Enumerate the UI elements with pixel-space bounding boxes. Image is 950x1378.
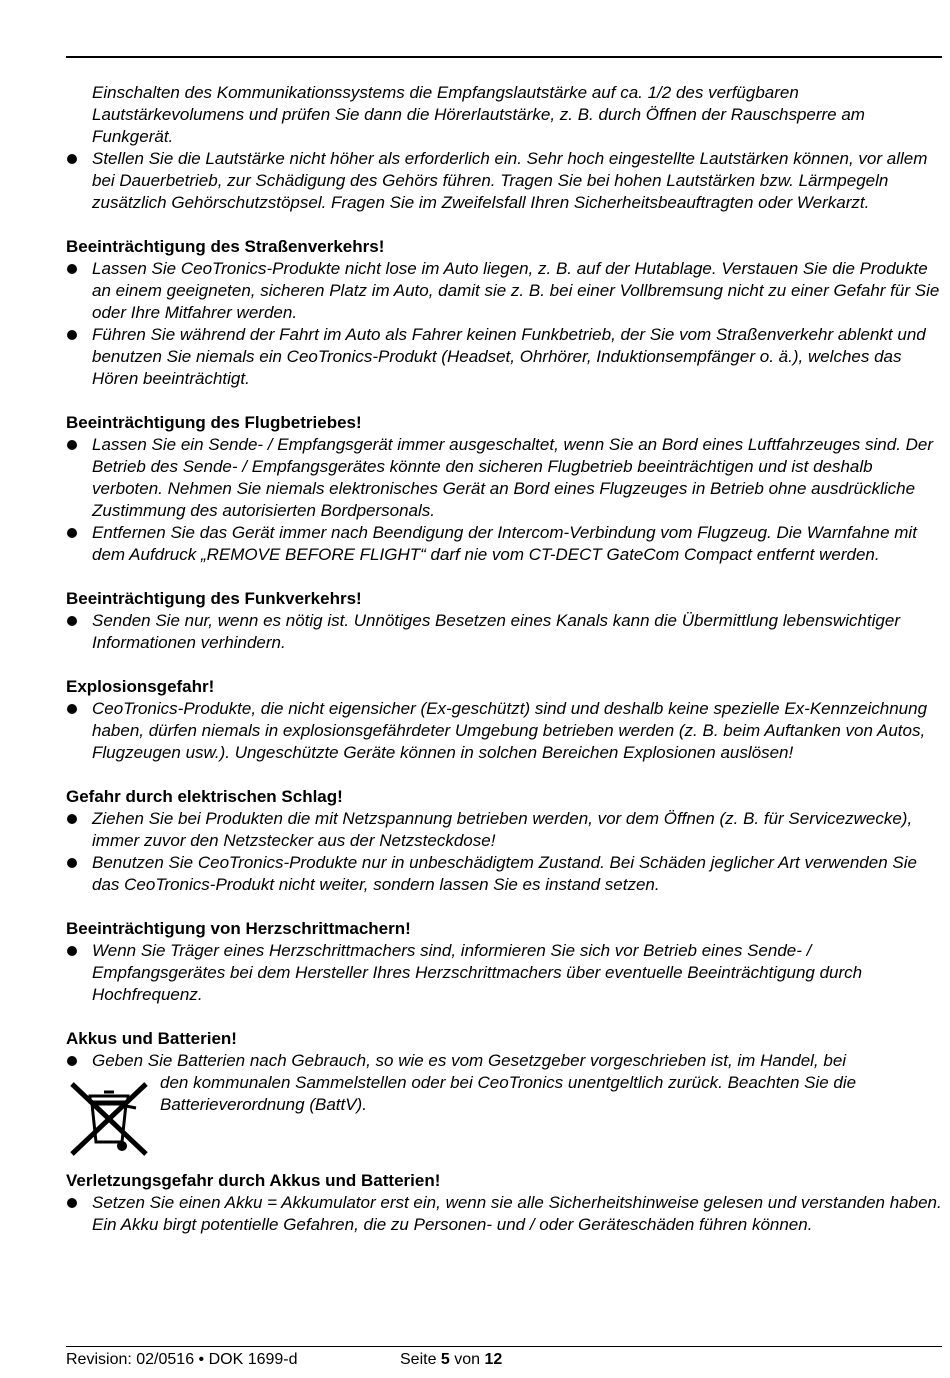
section-heading: Beeinträchtigung des Straßenverkehrs! bbox=[66, 237, 385, 256]
footer-page-number bbox=[400, 1350, 502, 1370]
list-item: Geben Sie Batterien nach Gebrauch, so wie es vom Gesetzgeber vorgeschrieben ist, im Handel, bei bbox=[66, 1050, 946, 1072]
section-heading: Akkus und Batterien! bbox=[66, 1029, 237, 1048]
section-heading: Beeinträchtigung des Funkverkehrs! bbox=[66, 589, 362, 608]
header-rule bbox=[66, 56, 942, 58]
list-item: CeoTronics-Produkte, die nicht eigensicher (Ex-geschützt) sind und deshalb keine spezielle Ex-Kennzeichnung haben, dürfen niemals in explosionsgefährdeter Umgebung betrieben werden (z. B. beim Auftanken von Autos, Flugzeugen usw.). Ungeschützte Geräte können in solchen Bereichen Explosionen auslösen! bbox=[66, 698, 946, 764]
list-item: Stellen Sie die Lautstärke nicht höher als erforderlich ein. Sehr hoch eingestellte Lautstärken können, vor allem bei Dauerbetrieb, zur Schädigung des Gehörs führen. Tragen Sie bei hohen Lautstärken bzw. Lärmpegeln zusätzlich Gehörschutzstöpsel. Fragen Sie im Zweifelsfall Ihren Sicherheitsbeauftragten oder Werkarzt. bbox=[66, 148, 946, 214]
section-explosion bbox=[66, 676, 946, 764]
section-funkverkehr bbox=[66, 588, 946, 654]
list-item: Entfernen Sie das Gerät immer nach Beendigung der Intercom-Verbindung vom Flugzeug. Die Warnfahne mit dem Aufdruck „REMOVE BEFORE FLIGHT“ darf nie vom CT-DECT GateCom Compact entfernt werden. bbox=[66, 522, 946, 566]
section-elektrisch bbox=[66, 786, 946, 896]
section-heading: Beeinträchtigung von Herzschrittmachern! bbox=[66, 919, 411, 938]
section-akkus bbox=[66, 1028, 946, 1160]
list-item: Wenn Sie Träger eines Herzschrittmachers sind, informieren Sie sich vor Betrieb eines Sende- / Empfangsgerätes bei dem Hersteller Ihres Herzschrittmachers über eventuelle Beeinträchtigung durch Hochfrequenz. bbox=[66, 940, 946, 1006]
list-item: Lassen Sie ein Sende- / Empfangsgerät immer ausgeschaltet, wenn Sie an Bord eines Luftfahrzeuges sind. Der Betrieb des Sende- / Empfangsgerätes könnte den sicheren Flugbetrieb beeinträchtigen und ist deshalb verboten. Nehmen Sie niemals elektronisches Gerät an Bord eines Flugzeuges in Betrieb ohne ausdrückliche Zustimmung des autorisierten Bordpersonals. bbox=[66, 434, 946, 522]
list-item: Senden Sie nur, wenn es nötig ist. Unnötiges Besetzen eines Kanals kann die Übermittlung lebenswichtiger Informationen verhindern. bbox=[66, 610, 946, 654]
section-heading: Beeinträchtigung des Flugbetriebes! bbox=[66, 413, 362, 432]
section-heading: Explosionsgefahr! bbox=[66, 677, 215, 696]
list-item: Setzen Sie einen Akku = Akkumulator erst ein, wenn sie alle Sicherheitshinweise gelesen und verstanden haben. Ein Akku birgt potentielle Gefahren, die zu Personen- und / oder Geräteschäden führen können. bbox=[66, 1192, 946, 1236]
list-item: Benutzen Sie CeoTronics-Produkte nur in unbeschädigtem Zustand. Bei Schäden jeglicher Art verwenden Sie das CeoTronics-Produkt nicht weiter, sondern lassen Sie es instand setzen. bbox=[66, 852, 946, 896]
intro-bullets bbox=[66, 148, 946, 214]
section-herzschrittmacher bbox=[66, 918, 946, 1006]
page-content bbox=[66, 82, 946, 1236]
bullet-list bbox=[66, 698, 946, 764]
battery-block bbox=[66, 1050, 946, 1160]
battery-text-continued: den kommunalen Sammelstellen oder bei CeoTronics unentgeltlich zurück. Beachten Sie die Batterieverordnung (BattV). bbox=[160, 1073, 857, 1114]
list-item: Führen Sie während der Fahrt im Auto als Fahrer keinen Funkbetrieb, der Sie vom Straßenverkehr ablenkt und benutzen Sie niemals ein CeoTronics-Produkt (Headset, Ohrhörer, Induktionsempfänger o. ä.), welches das Hören beeinträchtigt. bbox=[66, 324, 946, 390]
list-item: Ziehen Sie bei Produkten die mit Netzspannung betrieben werden, vor dem Öffnen (z. B. für Servicezwecke), immer zuvor den Netzstecker aus der Netzsteckdose! bbox=[66, 808, 946, 852]
page-total: 12 bbox=[484, 1351, 503, 1368]
footer-rule bbox=[66, 1346, 942, 1347]
section-verletzung bbox=[66, 1170, 946, 1236]
section-heading: Gefahr durch elektrischen Schlag! bbox=[66, 787, 343, 806]
bullet-list bbox=[66, 258, 946, 390]
bullet-list bbox=[66, 434, 946, 566]
bullet-list bbox=[66, 940, 946, 1006]
page-of-label: von bbox=[454, 1351, 481, 1368]
page-label: Seite bbox=[400, 1351, 437, 1368]
section-strassenverkehr bbox=[66, 236, 946, 390]
bullet-list bbox=[66, 1192, 946, 1236]
list-item: Lassen Sie CeoTronics-Produkte nicht lose im Auto liegen, z. B. auf der Hutablage. Verstauen Sie die Produkte an einem geeigneten, sicheren Platz im Auto, damit sie z. B. bei einer Vollbremsung nicht zu einer Gefahr für Sie oder Ihre Mitfahrer werden. bbox=[66, 258, 946, 324]
section-flugbetrieb bbox=[66, 412, 946, 566]
section-heading: Verletzungsgefahr durch Akkus und Batterien! bbox=[66, 1171, 441, 1190]
crossed-out-wheelie-bin-icon bbox=[70, 1078, 150, 1158]
page-current: 5 bbox=[440, 1351, 450, 1368]
bullet-list bbox=[66, 808, 946, 896]
intro-continuation: Einschalten des Kommunikationssystems die Empfangslautstärke auf ca. 1/2 des verfügbaren Lautstärkevolumens und prüfen Sie dann die Hörerlautstärke, z. B. durch Öffnen der Rauschsperre am Funkgerät. bbox=[92, 83, 865, 146]
footer-revision: Revision: 02/0516 • DOK 1699-d bbox=[66, 1351, 298, 1368]
bullet-list bbox=[66, 610, 946, 654]
